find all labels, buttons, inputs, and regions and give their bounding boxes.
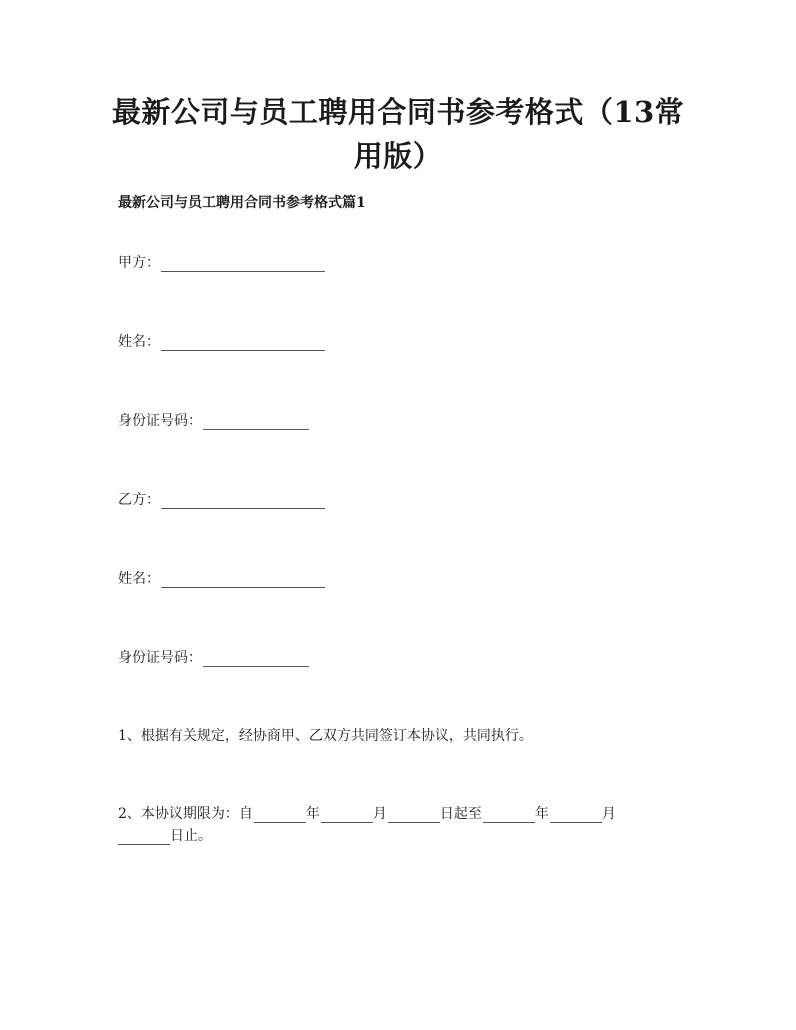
party-b-blank[interactable] <box>161 494 325 509</box>
party-b-label: 乙方： <box>118 492 160 508</box>
start-year-blank[interactable] <box>254 808 306 823</box>
start-year-label: 年 <box>305 806 320 822</box>
party-b-name-field <box>118 568 325 588</box>
end-year-blank[interactable] <box>483 808 535 823</box>
end-month-label: 月 <box>601 806 616 822</box>
section-title: 最新公司与员工聘用合同书参考格式篇1 <box>118 195 366 211</box>
start-month-label: 月 <box>372 806 387 822</box>
start-month-blank[interactable] <box>321 808 373 823</box>
party-a-field <box>118 252 325 272</box>
party-a-name-field <box>118 331 325 351</box>
party-b-field <box>118 489 325 509</box>
party-a-label: 甲方： <box>118 255 160 271</box>
party-b-name-label: 姓名： <box>118 571 160 587</box>
end-day-blank[interactable] <box>118 830 170 845</box>
end-month-blank[interactable] <box>550 808 602 823</box>
party-a-id-blank[interactable] <box>203 415 309 430</box>
start-day-label: 日起至 <box>439 806 482 822</box>
clause-2 <box>118 801 616 845</box>
clause-1: 1、根据有关规定，经协商甲、乙双方共同签订本协议，共同执行。 <box>118 728 533 744</box>
party-b-name-blank[interactable] <box>161 573 325 588</box>
party-b-id-field <box>118 647 309 667</box>
party-a-name-label: 姓名： <box>118 334 160 350</box>
clause-2-line-1 <box>118 801 616 823</box>
start-day-blank[interactable] <box>388 808 440 823</box>
party-a-id-field <box>118 410 309 430</box>
title-line-2: 用版） <box>353 139 443 173</box>
party-a-id-label: 身份证号码： <box>118 413 202 429</box>
party-a-name-blank[interactable] <box>161 336 325 351</box>
party-b-id-label: 身份证号码： <box>118 650 202 666</box>
end-year-label: 年 <box>534 806 549 822</box>
clause-2-end: 日止。 <box>170 828 212 844</box>
title-line-1: 最新公司与员工聘用合同书参考格式（13常 <box>111 95 685 129</box>
document-title <box>100 90 696 178</box>
clause-2-line-2 <box>118 823 616 845</box>
clause-2-prefix: 2、本协议期限为：自 <box>118 806 253 822</box>
party-b-id-blank[interactable] <box>203 652 309 667</box>
party-a-blank[interactable] <box>161 257 325 272</box>
